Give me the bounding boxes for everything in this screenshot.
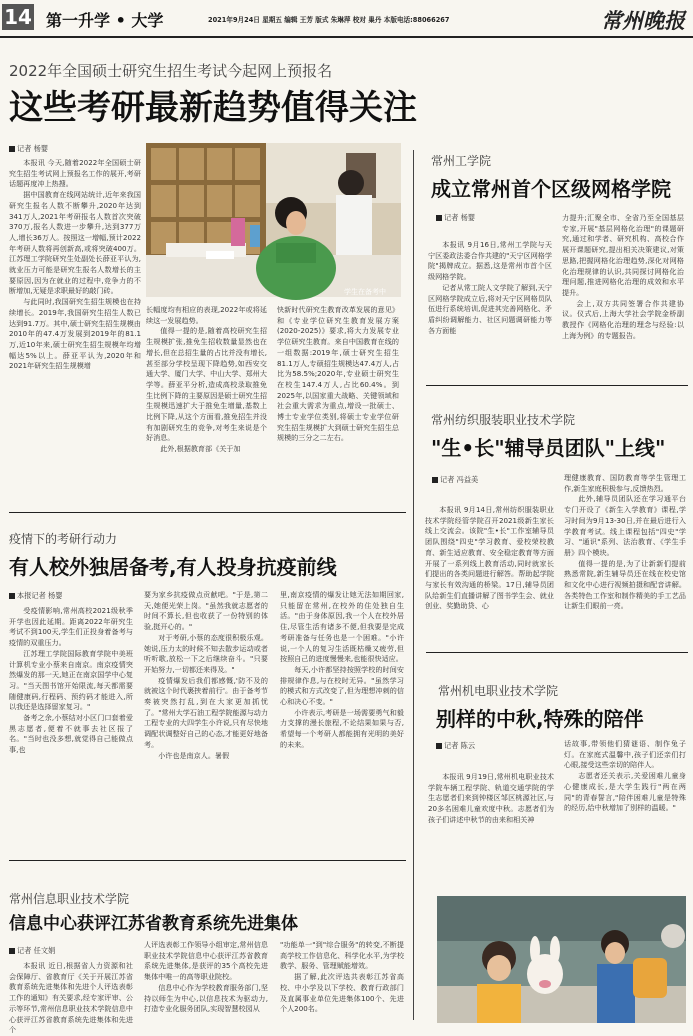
lead-paragraph: 据中国教育在线网站统计,近年来我国研究生报名人数不断攀升,2020年达到341万人,2021年考研报名人数首次突破370万,报名人数进一步攀升,达到377万人,增长36万人。按照这一增幅,预计2022年考研人数将再创新高,或将突破400万。江苏理工学院研究生处副处长薛亚平认为,就业压力可能是研究生报名人数增长的主要原因,因为在就业的过程中,竞争力的不断增加,无疑是求职最好的敲门砖。 bbox=[9, 190, 141, 296]
byline-square-icon bbox=[436, 743, 442, 749]
section-title: 第一升学 • 大学 bbox=[46, 11, 164, 30]
lead-paragraph: 本报讯 今天,随着2022年全国硕士研究生招生考试网上预报名工作的展开,考研话题再度冲上热搜。 bbox=[9, 158, 141, 189]
byline-square-icon bbox=[9, 593, 15, 599]
xx-kicker: 常州信息职业技术学院 bbox=[9, 892, 130, 906]
masthead-rule bbox=[0, 36, 693, 38]
jd-column-2 bbox=[564, 739, 686, 884]
tf-column-2 bbox=[564, 473, 686, 648]
tf-paragraph: 此外,辅导员团队还在学习通平台专门开设了《新生入学教育》课程,学习时间为9月13-30日,并在最后进行入学教育考试。线上课程包括"四史"学习、"通识"系列、法治教育、《学生手册》四个模块。 bbox=[564, 494, 686, 557]
xx-paragraph: "功能单一"到"综合服务"的转变,不断提高学校工作信息化、科学化水平,为学校教学、服务、管理赋能增效。 bbox=[280, 940, 404, 971]
cn-paragraph: 记者从常工院人文学院了解到,天宁区网格学院成立后,将对天宁区网格员队伍进行系统培训,促进其完善网格化、矛盾纠纷调解能力、社区问题调研能力等各方面能 bbox=[428, 282, 552, 335]
jd-paragraph: 话故事,带领他们猜谜语、制作兔子灯。在家庭式温馨中,孩子们还亲们打心眼,接受这些亲切的陪伴人。 bbox=[564, 739, 686, 770]
lead-paragraph: 长幅度均有相应的表现,2022年或将延续这一发展趋势。 bbox=[146, 305, 267, 325]
children-with-lanterns-illustration bbox=[437, 896, 686, 1023]
page-number: 14 bbox=[4, 5, 32, 29]
byline-square-icon bbox=[436, 215, 442, 221]
lead-paragraph: 与此同时,我国研究生招生规模也在持续增长。2019年,我国研究生招生人数已达到91.7万。其中,硕士研究生招生规模由2010年的47.4万发展到2019年的81.1万,近10年来,硕士研究生招生规模年均增幅达5%以上。薛亚平认为,2020年和2021年研究生招生规模增 bbox=[9, 297, 141, 371]
lead-column-1 bbox=[9, 158, 141, 503]
cn-kicker: 常州工学院 bbox=[431, 154, 492, 168]
jd-photo bbox=[437, 896, 686, 1023]
lead-column-2 bbox=[146, 305, 267, 503]
xx-column-2 bbox=[144, 940, 268, 1025]
study-column-2 bbox=[144, 590, 268, 854]
study-paragraph: 受疫情影响,常州高校2021级秋季开学也因此延期。距离2022年研究生考试不到100天,学生们正投身着备考与疫情的双重压力。 bbox=[9, 606, 133, 648]
study-paragraph: 要为家乡抗疫做点贡献吧。"于是,第二天,她便光荣上岗。"虽然我就志愿者的时间不算长,但也收获了一份特别的体验,挺开心的。" bbox=[144, 590, 268, 632]
xx-byline-text: 记者 任文娟 bbox=[17, 946, 56, 955]
study-column-3 bbox=[280, 590, 404, 854]
study-paragraph: 小许表示,考研是一场需要勇气和毅力支撑的漫长旅程,不论结果如果与否,希望每一个考研人都能拥有光明的美好的未来。 bbox=[280, 707, 404, 749]
xx-paragraph: 本报讯 近日,根据省人力资源和社会保障厅、省教育厅《关于开展江苏省教育系统先进集体和先进个人评选表彰工作的通知》有关要求,经专家评审、公示等环节,常州信息职业技术学院信息中心获评江苏省教育系统先进集体和先进个 bbox=[9, 961, 133, 1035]
cn-byline bbox=[436, 213, 475, 223]
cn-byline-text: 记者 杨婴 bbox=[444, 213, 476, 222]
xx-paragraph: 人评选表彰工作领导小组审定,常州信息职业技术学院信息中心获评江苏省教育系统先进集体,是获评的35个高校先进集体中唯一的高等职业院校。 bbox=[144, 940, 268, 982]
study-headline: 有人校外独居备考,有人投身抗疫前线 bbox=[9, 555, 337, 579]
lead-byline-text: 记者 杨婴 bbox=[17, 144, 49, 153]
page-meta: 2021年9月24日 星期五 编辑 王芳 版式 朱琳萍 校对 巢丹 本版电话:88066267 bbox=[208, 16, 450, 24]
lead-paragraph: 此外,根据教育部《关于加 bbox=[160, 444, 241, 454]
cn-headline: 成立常州首个区级网格学院 bbox=[431, 177, 671, 201]
column-divider bbox=[413, 150, 414, 1020]
cn-column-2 bbox=[562, 213, 684, 380]
study-paragraph: 对于考研,小蔡的态度很积极乐观。她说,压力太的时候不知去散步运动或者听听歌,放松一下之后继续奋斗。"只要开始努力,一切都还来得及。" bbox=[144, 632, 268, 674]
tf-kicker: 常州纺织服装职业技术学院 bbox=[431, 413, 576, 427]
cn-paragraph: 力提升;汇聚全市、全省乃至全国基层专家,开展"基层网格化治理"的课题研究,通过和学者、研究机构、高校合作展开课题研究,提出相关决策建议,对策思路,把握网格化治理趋势,深化对网格化治理规律的认识,共同探讨网格化治理问题,推进网格化治理的成效和水平提升。 bbox=[562, 213, 684, 297]
study-paragraph: 每天,小许都坚持按照学校的时间安排规律作息,与在校时无异。"虽然学习的模式和方式改变了,但为理想冲刺的信心和决心不变。" bbox=[280, 664, 404, 707]
student-studying-illustration bbox=[146, 143, 401, 297]
study-kicker: 疫情下的考研行动力 bbox=[9, 532, 118, 546]
jd-kicker: 常州机电职业技术学院 bbox=[438, 684, 559, 698]
tf-paragraph: 本报讯 9月14日,常州纺织服装职业技术学院经管学院召开2021级新生家长线上交流会。该院"生•长"工作室辅导员团队围绕"四史"学习教育、爱校荣校教育、新生适应教育、安全稳定教育等方面开展了一系列线上教育活动,同时就家长们提出的各类问题进行解答。帮助起学院与家长有效沟通的桥梁。17日,辅导员团队给新生们直播讲解了图书学生会、就业创业、奖勤助贷、心 bbox=[425, 505, 554, 611]
study-byline bbox=[9, 591, 62, 601]
lead-kicker: 2022年全国硕士研究生招生考试今起网上预报名 bbox=[9, 62, 333, 80]
tf-paragraph: 理健康教育、国防教育等学生管理工作,新生家庭积极参与,反馈热烈。 bbox=[564, 473, 686, 493]
xx-headline: 信息中心获评江苏省教育系统先进集体 bbox=[9, 914, 298, 934]
jd-paragraph: 本报讯 9月19日,常州机电职业技术学院车辆工程学院、轨道交通学院的学生志愿者们来到钟楼区邹区桃源社区,与20多名困难儿童欢度中秋。志愿者们为孩子们讲述中秋节的由来和相关神 bbox=[428, 772, 554, 824]
section-rule bbox=[426, 385, 688, 386]
cn-column-1 bbox=[428, 240, 552, 380]
jd-byline bbox=[436, 741, 475, 751]
byline-square-icon bbox=[9, 948, 15, 954]
tf-byline-text: 记者 冯益美 bbox=[440, 475, 479, 484]
lead-column-3 bbox=[277, 305, 399, 503]
byline-square-icon bbox=[432, 477, 438, 483]
study-paragraph: 小许也是南京人。暑假 bbox=[158, 750, 230, 760]
xx-paragraph: 信息中心作为学校教育服务部门,坚持以师生为中心,以信息技术为驱动力,打造专业化服务团队,实现智慧校园从 bbox=[144, 982, 268, 1014]
lead-paragraph: 快新时代研究生教育改革发展的意见》和《专业学位研究生教育发展方案(2020-2025)》要求,将大力发展专业学位研究生教育。来自中国教育在线的一组数据:2019年,硕士研究生招生81.1万人,专硕招生规模达47.4万人,占比为58.5%;2020年,专业硕士研究生在校生147.4万人,占比60.4%。到2025年,以国家重大战略、关键领域和社会重大需求为重点,增设一批硕士、博士专业学位类别,将硕士专业学位研究生招生规模扩大到硕士研究生招生总规模的三分之二左右。 bbox=[277, 305, 399, 443]
tf-byline bbox=[432, 475, 478, 485]
tf-column-1 bbox=[425, 505, 554, 648]
section-rule bbox=[9, 512, 406, 513]
study-byline-text: 本报记者 杨婴 bbox=[17, 591, 63, 600]
section-rule bbox=[426, 652, 688, 653]
xx-column-1 bbox=[9, 961, 133, 1035]
cn-paragraph: 会上,双方共同签署合作共建协议。仪式后,上海大学社会学院金桥副教授作《网格化治理的理念与经验:以上海为例》的专题报告。 bbox=[562, 298, 684, 340]
jd-headline: 别样的中秋,特殊的陪伴 bbox=[436, 707, 644, 731]
jd-byline-text: 记者 陈云 bbox=[444, 741, 476, 750]
newspaper-logo: 常州晚报 bbox=[601, 8, 685, 33]
section-rule bbox=[9, 860, 406, 861]
lead-paragraph: 值得一提的是,随着高校研究生招生规模扩张,推免生招收数量显然也在增长,但在总招生量的占比并没有增长,甚至部分学校呈现下降趋势,如西安交通大学、厦门大学、中山大学、郑州大学等。薛亚平分析,造成高校录取推免生比例下降的主要原因是硕士研究生招生规模迅速扩大于推免生增量,基数上比例下降,从这个方面看,推免招生并没有加剧研究生的竞争,对考生来说是个好消息。 bbox=[146, 326, 267, 443]
study-paragraph: 里,南京疫情的爆发让她无法如期回家,只能留在常州,在校外的住处独自生活。"由于身体原因,我一个人在校外居住,尽管生活有诸多不便,但我要是完成考研准备与任务也是一个困难。"小许说,一个人的复习生活既枯燥又疲劳,但按照自己的进度慢慢来,也能很快适应。 bbox=[280, 590, 404, 664]
tf-headline: "生•长"辅导员团队"上线" bbox=[431, 436, 666, 460]
tf-paragraph: 值得一提的是,为了让新新们提前熟悉常院,新生辅导员还在线在校史馆和文化中心进行视频拍摄和配音讲解。各类特色工作室和制作精美的手工艺品让新生们眼前一亮。 bbox=[564, 558, 686, 611]
lead-headline: 这些考研最新趋势值得关注 bbox=[9, 88, 417, 128]
lead-photo-caption: 学生在备考中 bbox=[344, 288, 386, 296]
byline-square-icon bbox=[9, 146, 15, 152]
jd-paragraph: 志愿者还关表示,关爱困难儿童身心健康成长,是大学生践行"两在两同"的青春誓言,"陪伴困难儿童是特殊的经历,给中秋增加了别样的温暖。" bbox=[564, 771, 686, 813]
xx-paragraph: 据了解,此次评选共表彰江苏省高校、中小学及以下学校、教育行政部门及直属事业单位先进集体100个、先进个人200名。 bbox=[280, 972, 404, 1014]
jd-column-1 bbox=[428, 772, 554, 884]
cn-paragraph: 本报讯 9月16日,常州工学院与天宁区委政法委合作共建的"天宁区网格学院"揭牌成立。据悉,这是常州市首个区级网格学院。 bbox=[428, 240, 552, 282]
xx-column-3 bbox=[280, 940, 404, 1025]
study-column-1 bbox=[9, 606, 133, 854]
lead-photo bbox=[146, 143, 401, 297]
study-paragraph: 疫情爆发后我们都感慨,'防不及的就被这个时代裹挟着前行'。由于备考节奏被突然打乱,到在大家更加抓忧了。"常州大学石油工程学院能源与动力工程专业的大四学生小许说,只有尽快地调配状调整好自己的心态,才能更好地备考。 bbox=[144, 675, 268, 749]
study-paragraph: 江苏理工学院国际教育学院中美班计算机专业小蔡来自南京。南京疫情突然爆发的那一天,她正在南京国学中心复习。"当天图书馆开始限流,每天都需要随健康码,行程码、预约码才能进入,所以我还是选择留家复习。" bbox=[9, 648, 133, 712]
study-paragraph: 备考之余,小蔡结对小区门口套着爱黑志愿者,便着不就事去社区报了名。"当时也没多想,就觉得自己能做点事,也 bbox=[9, 713, 133, 755]
xx-byline bbox=[9, 946, 55, 956]
lead-byline bbox=[9, 144, 48, 154]
